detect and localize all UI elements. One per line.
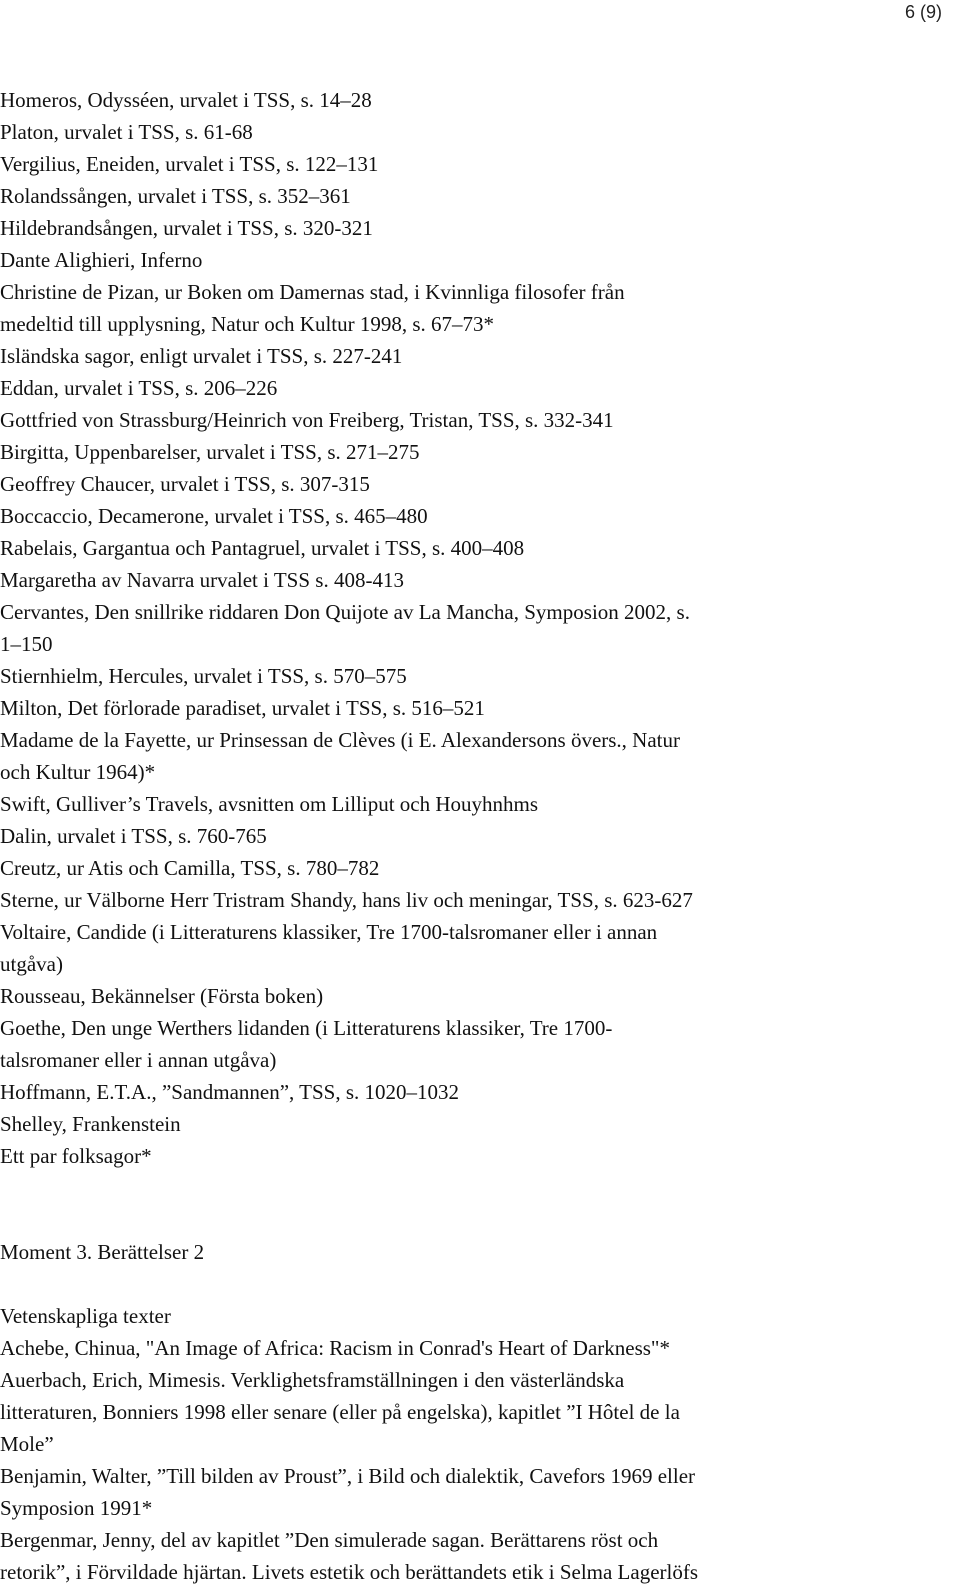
reading-list-line: Rousseau, Bekännelser (Första boken)	[0, 984, 324, 1008]
reading-list-line: Isländska sagor, enligt urvalet i TSS, s. 227-241	[0, 344, 403, 368]
reading-list-line: Shelley, Frankenstein	[0, 1112, 181, 1136]
reading-list-line: utgåva)	[0, 952, 63, 976]
scientific-text-line: Achebe, Chinua, "An Image of Africa: Racism in Conrad's Heart of Darkness"*	[0, 1336, 670, 1360]
reading-list-line: Creutz, ur Atis och Camilla, TSS, s. 780–782	[0, 856, 380, 880]
reading-list-line: Geoffrey Chaucer, urvalet i TSS, s. 307-315	[0, 472, 370, 496]
reading-list-line: Swift, Gulliver’s Travels, avsnitten om Lilliput och Houyhnhms	[0, 792, 539, 816]
scientific-text-line: Benjamin, Walter, ”Till bilden av Proust”, i Bild och dialektik, Cavefors 1969 eller	[0, 1464, 696, 1488]
reading-list-line: Homeros, Odysséen, urvalet i TSS, s. 14–28	[0, 88, 372, 112]
section-heading: Vetenskapliga texter	[0, 1304, 171, 1328]
reading-list-line: Gottfried von Strassburg/Heinrich von Freiberg, Tristan, TSS, s. 332-341	[0, 408, 614, 432]
scientific-text-line: Symposion 1991*	[0, 1496, 153, 1520]
reading-list	[0, 84, 950, 1172]
reading-list-line: Dante Alighieri, Inferno	[0, 248, 203, 272]
reading-list-line: Hildebrandsången, urvalet i TSS, s. 320-321	[0, 216, 373, 240]
scientific-text-line: litteraturen, Bonniers 1998 eller senare (eller på engelska), kapitlet ”I Hôtel de la	[0, 1400, 680, 1424]
reading-list-line: Vergilius, Eneiden, urvalet i TSS, s. 122–131	[0, 152, 379, 176]
reading-list-line: Hoffmann, E.T.A., ”Sandmannen”, TSS, s. 1020–1032	[0, 1080, 460, 1104]
reading-list-line: medeltid till upplysning, Natur och Kultur 1998, s. 67–73*	[0, 312, 495, 336]
scientific-texts-list	[0, 1332, 950, 1588]
reading-list-line: Boccaccio, Decamerone, urvalet i TSS, s. 465–480	[0, 504, 428, 528]
reading-list-line: Voltaire, Candide (i Litteraturens klassiker, Tre 1700-talsromaner eller i annan	[0, 920, 658, 944]
reading-list-line: talsromaner eller i annan utgåva)	[0, 1048, 277, 1072]
reading-list-line: Stiernhielm, Hercules, urvalet i TSS, s. 570–575	[0, 664, 407, 688]
scientific-text-line: Mole”	[0, 1432, 54, 1456]
reading-list-line: Goethe, Den unge Werthers lidanden (i Litteraturens klassiker, Tre 1700-	[0, 1016, 613, 1040]
reading-list-line: Milton, Det förlorade paradiset, urvalet i TSS, s. 516–521	[0, 696, 485, 720]
reading-list-line: Eddan, urvalet i TSS, s. 206–226	[0, 376, 278, 400]
scientific-text-line: Bergenmar, Jenny, del av kapitlet ”Den simulerade sagan. Berättarens röst och	[0, 1528, 659, 1552]
scientific-text-line: Auerbach, Erich, Mimesis. Verklighetsframställningen i den västerländska	[0, 1368, 625, 1392]
reading-list-line: Platon, urvalet i TSS, s. 61-68	[0, 120, 253, 144]
reading-list-line: Cervantes, Den snillrike riddaren Don Quijote av La Mancha, Symposion 2002, s.	[0, 600, 690, 624]
reading-list-line: Margaretha av Navarra urvalet i TSS s. 408-413	[0, 568, 404, 592]
reading-list-line: och Kultur 1964)*	[0, 760, 156, 784]
spacer	[0, 1268, 950, 1300]
reading-list-line: 1–150	[0, 632, 53, 656]
reading-list-line: Madame de la Fayette, ur Prinsessan de Clèves (i E. Alexandersons övers., Natur	[0, 728, 680, 752]
reading-list-line: Rabelais, Gargantua och Pantagruel, urvalet i TSS, s. 400–408	[0, 536, 525, 560]
reading-list-line: Ett par folksagor*	[0, 1144, 152, 1168]
spacer	[0, 1172, 950, 1236]
moment-heading: Moment 3. Berättelser 2	[0, 1240, 205, 1264]
reading-list-line: Rolandssången, urvalet i TSS, s. 352–361	[0, 184, 351, 208]
reading-list-line: Dalin, urvalet i TSS, s. 760-765	[0, 824, 267, 848]
scientific-text-line: retorik”, i Förvildade hjärtan. Livets estetik och berättandets etik i Selma Lagerlöfs	[0, 1560, 699, 1584]
reading-list-line: Birgitta, Uppenbarelser, urvalet i TSS, s. 271–275	[0, 440, 420, 464]
page-number: 6 (9)	[904, 2, 942, 22]
document-body	[0, 84, 950, 1588]
reading-list-line: Christine de Pizan, ur Boken om Damernas stad, i Kvinnliga filosofer från	[0, 280, 625, 304]
reading-list-line: Sterne, ur Välborne Herr Tristram Shandy, hans liv och meningar, TSS, s. 623-627	[0, 888, 693, 912]
